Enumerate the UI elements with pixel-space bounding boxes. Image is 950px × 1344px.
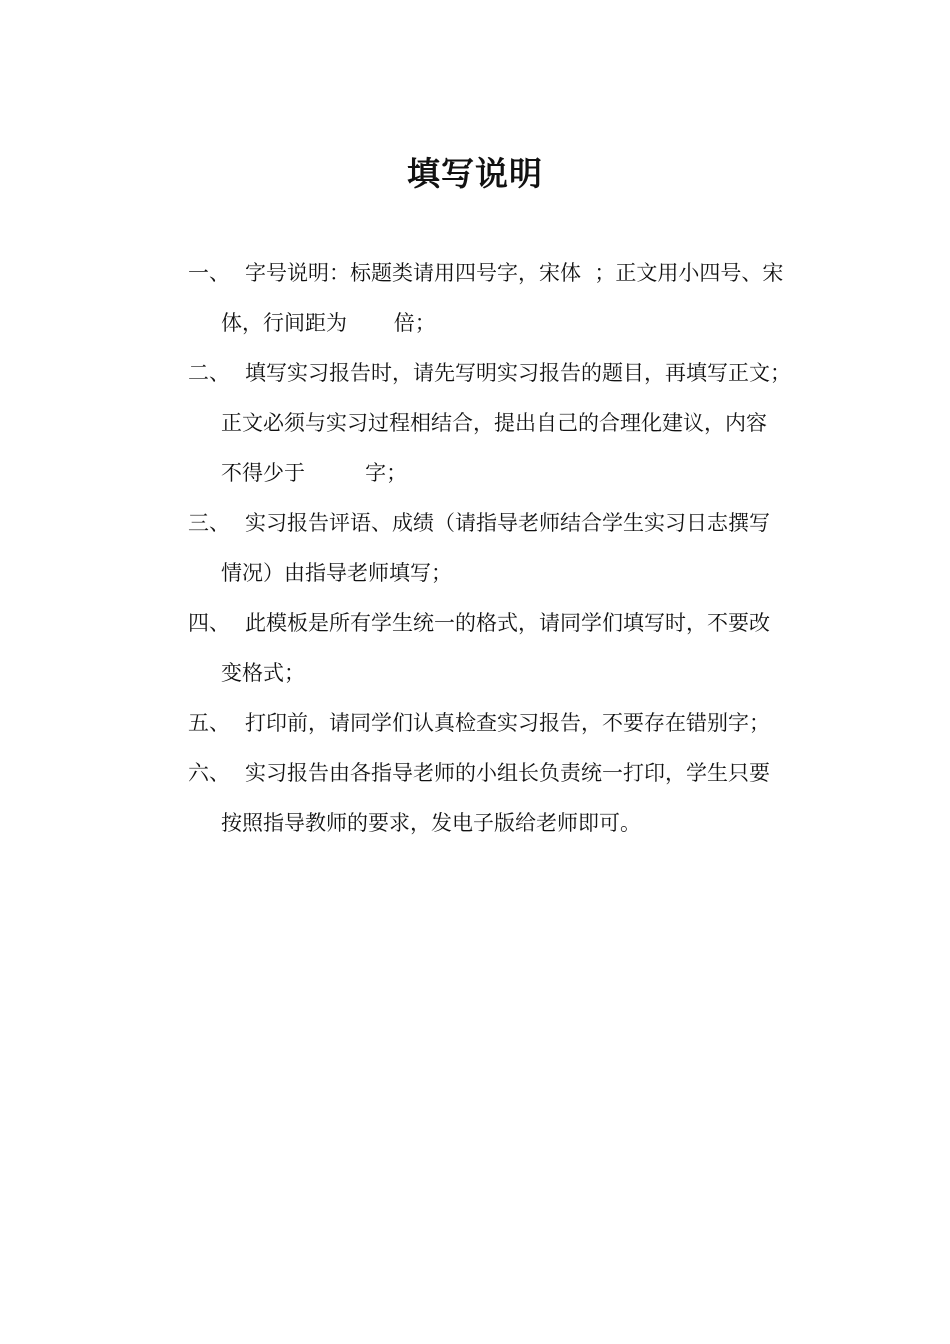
item-line: 按照指导教师的要求，发电子版给老师即可。: [221, 811, 641, 835]
instruction-item-3: [188, 498, 813, 598]
item-line: 体，行间距为 倍；: [221, 311, 436, 335]
instruction-list: [188, 248, 813, 848]
item-line: 打印前，请同学们认真检查实习报告，不要存在错别字；: [245, 711, 770, 735]
item-number: 二、: [188, 361, 230, 385]
instruction-item-6: [188, 748, 813, 848]
item-number: 六、: [188, 761, 230, 785]
item-line: 字号说明：标题类请用四号字，宋体 ；正文用小四号、宋: [245, 261, 784, 285]
item-line: 情况）由指导老师填写；: [221, 561, 452, 585]
instruction-item-2: [188, 348, 813, 498]
item-line: 填写实习报告时，请先写明实习报告的题目，再填写正文；: [245, 361, 791, 385]
page-title: 填写说明: [407, 154, 543, 193]
item-number: 五、: [188, 711, 230, 735]
instruction-item-4: [188, 598, 813, 698]
item-number: 三、: [188, 511, 230, 535]
item-line: 正文必须与实习过程相结合，提出自己的合理化建议，内容: [221, 411, 767, 435]
item-line: 实习报告评语、成绩（请指导老师结合学生实习日志撰写: [245, 511, 770, 535]
item-number: 一、: [188, 261, 230, 285]
item-line: 此模板是所有学生统一的格式，请同学们填写时，不要改: [245, 611, 770, 635]
instruction-item-1: [188, 248, 813, 348]
item-number: 四、: [188, 611, 230, 635]
item-line: 不得少于 字；: [221, 461, 408, 485]
item-line: 变格式；: [221, 661, 305, 685]
item-line: 实习报告由各指导老师的小组长负责统一打印，学生只要: [245, 761, 770, 785]
instruction-item-5: [188, 698, 813, 748]
